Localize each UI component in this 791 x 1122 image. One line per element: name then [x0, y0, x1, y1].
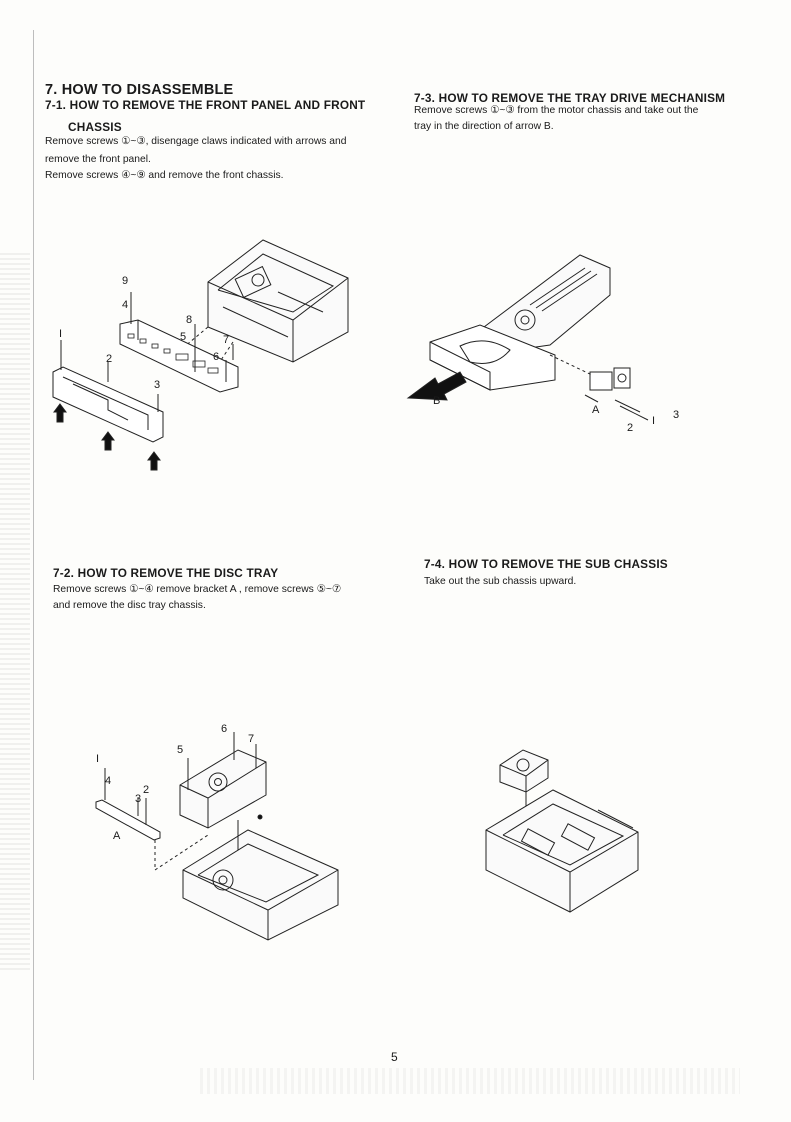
section-7-2-text-2: and remove the disc tray chassis. — [53, 600, 206, 611]
figure-front-panel-chassis — [48, 232, 378, 482]
fig3-label-arrow-B: B — [433, 395, 441, 407]
fig1-label-screw-3: 3 — [154, 379, 161, 391]
fig2-label-screw-7: 7 — [248, 733, 255, 745]
fig1-label-screw-9: 9 — [122, 275, 129, 287]
fig1-label-screw-6: 6 — [213, 351, 220, 363]
fig1-label-screw-4: 4 — [122, 299, 129, 311]
section-7-4-text: Take out the sub chassis upward. — [424, 576, 577, 587]
fig2-label-screw-1: I — [96, 753, 100, 765]
scan-speckle — [0, 250, 30, 970]
fig1-label-screw-2: 2 — [106, 353, 113, 365]
scan-noise-footer — [200, 1068, 740, 1094]
fig2-label-screw-6: 6 — [221, 723, 228, 735]
fig3-label-screw-1: I — [652, 415, 656, 427]
figure-sub-chassis — [478, 740, 658, 920]
section-7-2-text-1: Remove screws ①~④ remove bracket A , remove screws ⑤~⑦ — [53, 584, 342, 595]
fig2-label-bracket-A: A — [113, 830, 121, 842]
fig3-label-bracket-A: A — [592, 404, 600, 416]
section-7-1-text-3: Remove screws ④~⑨ and remove the front chassis. — [45, 170, 284, 181]
fig2-label-screw-4: 4 — [105, 775, 112, 787]
fig3-label-screw-2: 2 — [627, 422, 634, 434]
fig1-label-screw-8: 8 — [186, 314, 193, 326]
fig2-label-screw-2: 2 — [143, 784, 150, 796]
section-7-3-text-1: Remove screws ①~③ from the motor chassis and take out the — [414, 105, 699, 116]
page-margin-line — [33, 30, 34, 1080]
section-7-3-text-2: tray in the direction of arrow B. — [414, 121, 554, 132]
fig1-label-screw-5: 5 — [180, 331, 187, 343]
figure-tray-drive-mechanism — [400, 250, 700, 450]
main-title: 7. HOW TO DISASSEMBLE — [45, 82, 234, 98]
fig1-label-screw-7: 7 — [223, 334, 230, 346]
fig1-label-screw-1: I — [59, 328, 63, 340]
section-7-1-title-cont: CHASSIS — [68, 120, 122, 134]
section-7-4-title: 7-4. HOW TO REMOVE THE SUB CHASSIS — [424, 557, 668, 571]
figure-disc-tray — [88, 720, 358, 950]
section-7-1-title: 7-1. HOW TO REMOVE THE FRONT PANEL AND FRONT — [45, 98, 366, 112]
fig2-label-screw-5: 5 — [177, 744, 184, 756]
page-number: 5 — [391, 1050, 398, 1064]
section-7-3-title: 7-3. HOW TO REMOVE THE TRAY DRIVE MECHANISM — [414, 91, 726, 105]
section-7-2-title: 7-2. HOW TO REMOVE THE DISC TRAY — [53, 566, 279, 580]
fig3-label-screw-3: 3 — [673, 409, 680, 421]
section-7-1-text-1: Remove screws ①~③, disengage claws indicated with arrows and — [45, 136, 347, 147]
fig2-label-screw-3: 3 — [135, 793, 142, 805]
section-7-1-text-2: remove the front panel. — [45, 154, 151, 165]
